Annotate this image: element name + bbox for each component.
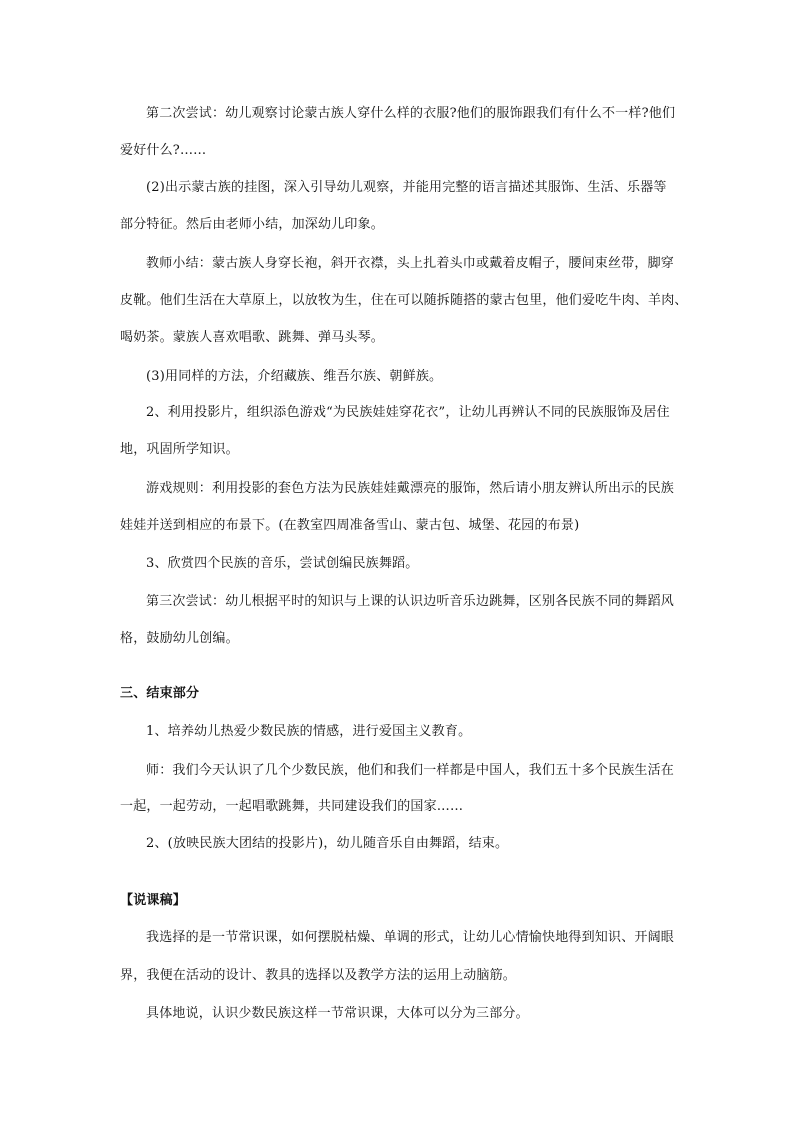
paragraph-third-attempt-line-1: 第三次尝试：幼儿根据平时的知识与上课的认识边听音乐边跳舞，区别各民族不同的舞蹈风 — [146, 594, 675, 609]
paragraph-show-mongolian-line-1: (2)出示蒙古族的挂图，深入引导幼儿观察，并能用完整的语言描述其服饰、生活、乐器等 — [146, 180, 667, 195]
paragraph-appreciate-music: 3、欣赏四个民族的音乐，尝试创编民族舞蹈。 — [146, 556, 419, 571]
paragraph-second-attempt-line-1: 第二次尝试：幼儿观察讨论蒙古族人穿什么样的衣服?他们的服饰跟我们有什么不一样?他们 — [146, 106, 676, 121]
paragraph-projection-game-line-2: 地，巩固所学知识。 — [120, 442, 239, 457]
paragraph-third-attempt-line-2: 格，鼓励幼儿创编。 — [120, 631, 239, 646]
paragraph-specifically: 具体地说，认识少数民族这样一节常识课，大体可以分为三部分。 — [146, 1006, 529, 1021]
section-heading-ending: 三、结束部分 — [120, 686, 200, 701]
paragraph-teacher-speech-line-2: 一起，一起劳动，一起唱歌跳舞，共同建设我们的国家…… — [120, 799, 464, 814]
paragraph-choice-line-2: 界，我便在活动的设计、教具的选择以及教学方法的运用上动脑筋。 — [120, 968, 517, 983]
paragraph-second-attempt-line-2: 爱好什么?…… — [120, 143, 207, 158]
paragraph-game-rules-line-1: 游戏规则：利用投影的套色方法为民族娃娃戴漂亮的服饰，然后请小朋友辨认所出示的民族 — [146, 481, 675, 496]
paragraph-patriotism: 1、培养幼儿热爱少数民族的情感，进行爱国主义教育。 — [146, 724, 472, 739]
paragraph-projection-game-line-1: 2、利用投影片，组织添色游戏“为民族娃娃穿花衣”，让幼儿再辨认不同的民族服饰及居住 — [146, 405, 670, 420]
paragraph-teacher-speech-line-1: 师：我们今天认识了几个少数民族，他们和我们一样都是中国人，我们五十多个民族生活在 — [146, 763, 675, 778]
paragraph-free-dance: 2、(放映民族大团结的投影片)，幼儿随音乐自由舞蹈，结束。 — [146, 836, 509, 851]
paragraph-game-rules-line-2: 娃娃并送到相应的布景下。(在教室四周准备雪山、蒙古包、城堡、花园的布景) — [120, 518, 580, 533]
paragraph-teacher-summary-line-3: 喝奶茶。蒙族人喜欢唱歌、跳舞、弹马头琴。 — [120, 330, 385, 345]
paragraph-teacher-summary-line-2: 皮靴。他们生活在大草原上，以放牧为生，住在可以随拆随搭的蒙古包里，他们爱吃牛肉、羊肉、 — [120, 293, 688, 308]
section-heading-lecture: 【说课稿】 — [120, 893, 187, 908]
paragraph-same-method: (3)用同样的方法，介绍藏族、维吾尔族、朝鲜族。 — [146, 369, 443, 384]
paragraph-teacher-summary-line-1: 教师小结：蒙古族人身穿长袍，斜开衣襟，头上扎着头巾或戴着皮帽子，腰间束丝带，脚穿 — [146, 256, 675, 271]
paragraph-choice-line-1: 我选择的是一节常识课，如何摆脱枯燥、单调的形式，让幼儿心情愉快地得到知识、开阔眼 — [146, 930, 675, 945]
paragraph-show-mongolian-line-2: 部分特征。然后由老师小结，加深幼儿印象。 — [120, 217, 385, 232]
